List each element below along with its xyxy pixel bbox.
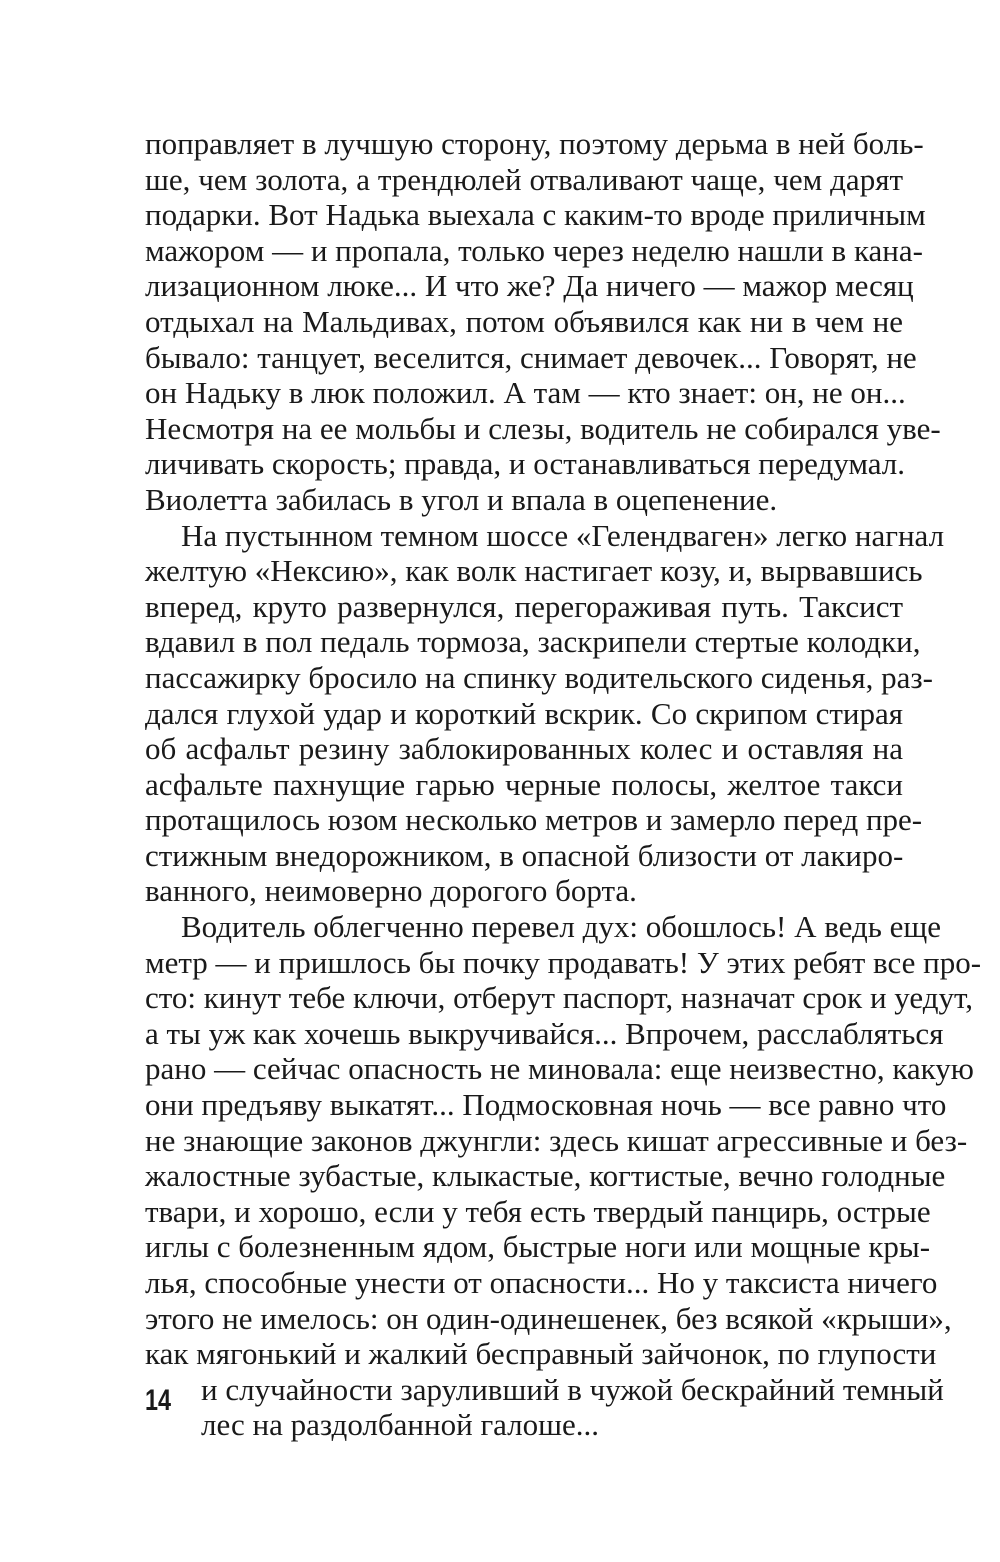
paragraph [145,126,941,518]
text-line: не знающие законов джунгли: здесь кишат агрессивные и без- [145,1122,968,1158]
text-line: асфальте пахнущие гарью черные полосы, желтое такси [145,766,903,802]
text-line: рано — сейчас опасность не миновала: еще неизвестно, какую [145,1051,974,1087]
text-line: ше, чем золота, а трендюлей отваливают чаще, чем дарят [145,161,903,197]
text-line: метр — и пришлось бы почку продавать! У этих ребят все про- [145,944,982,980]
text-line: отдыхал на Мальдивах, потом объявился как ни в чем не [145,303,903,339]
text-line: они предъяву выкатят... Подмосковная ночь — все равно что [145,1087,947,1123]
text-line: дался глухой удар и короткий вскрик. Со скрипом стирая [145,695,903,731]
text-line: протащилось юзом несколько метров и замерло перед пре- [145,802,923,838]
text-line: вперед, круто развернулся, перегораживая путь. Таксист [145,588,903,624]
text-line: сто: кинут тебе ключи, отберут паспорт, назначат срок и уедут, [145,980,973,1016]
paragraph [145,909,982,1443]
text-line: Виолетта забилась в угол и впала в оцепенение. [145,481,778,517]
page-text [145,126,982,1443]
page-number: 14 [145,1384,172,1417]
text-line: а ты уж как хочешь выкручивайся... Впрочем, расслабляться [145,1015,944,1051]
text-line: Несмотря на ее мольбы и слезы, водитель не собирался уве- [145,410,941,446]
text-line: бывало: танцует, веселится, снимает девочек... Говорят, не [145,339,917,375]
text-line: лья, способные унести от опасности... Но у таксиста ничего [145,1265,938,1300]
text-line: мажором — и пропала, только через неделю нашли в кана- [145,232,923,268]
text-line: как мягонький и жалкий бесправный зайчонок, по глупости [145,1336,937,1372]
text-line: лес на раздолбанной галоше... [201,1407,600,1443]
text-line: вдавил в пол педаль тормоза, заскрипели стертые колодки, [145,624,921,660]
text-line: об асфальт резину заблокированных колес и оставляя на [145,731,903,767]
text-line: стижным внедорожником, в опасной близости от лакиро- [145,837,904,873]
text-line: личивать скорость; правда, и останавливаться передумал. [145,446,905,482]
text-line: На пустынном темном шоссе «Гелендваген» легко нагнал [181,517,945,553]
text-line: желтую «Нексию», как волк настигает козу, и, вырвавшись [145,553,923,589]
text-line: иглы с болезненным ядом, быстрые ноги или мощные кры- [145,1229,931,1265]
text-line: лизационном люке... И что же? Да ничего — мажор месяц [145,268,914,304]
text-line: твари, и хорошо, если у тебя есть твердый панцирь, острые [145,1193,931,1229]
text-line: поправляет в лучшую сторону, поэтому дерьма в ней боль- [145,126,924,161]
text-line: этого не имелось: он один-одинешенек, без всякой «крыши», [145,1300,952,1336]
text-line: подарки. Вот Надька выехала с каким-то вроде приличным [145,197,926,233]
paragraph [145,517,945,910]
text-line: и случайности заруливший в чужой бескрайний темный [201,1371,944,1407]
text-line: Водитель облегченно перевел дух: обошлось! А ведь еще [181,909,942,945]
text-line: пассажирку бросило на спинку водительского сиденья, раз- [145,659,933,695]
text-line: жалостные зубастые, клыкастые, когтистые, вечно голодные [145,1158,946,1194]
text-line: ванного, неимоверно дорогого борта. [145,873,637,909]
text-line: он Надьку в люк положил. А там — кто знает: он, не он... [145,375,906,411]
